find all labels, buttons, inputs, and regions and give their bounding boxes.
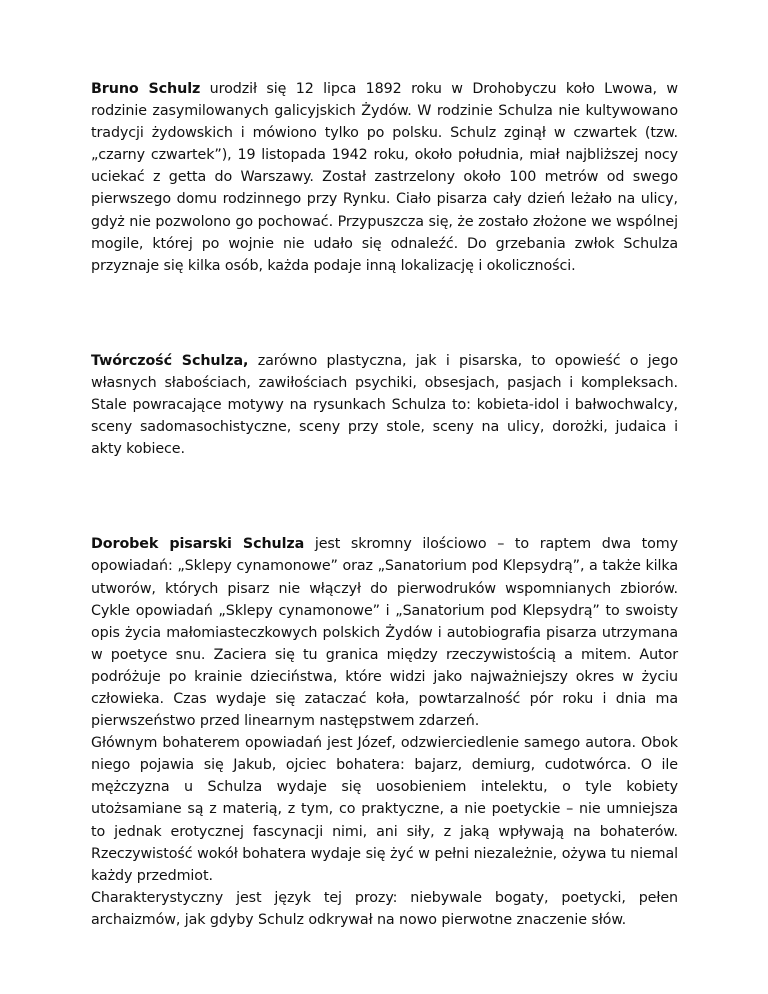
paragraph-lead-artwork: Twórczość Schulza,	[91, 352, 249, 369]
paragraph-lead-biography: Bruno Schulz	[91, 81, 201, 97]
document-page	[91, 78, 678, 931]
paragraph-literary-output	[91, 533, 678, 931]
paragraph-text-biography: urodził się 12 lipca 1892 roku w Drohobyczu koło Lwowa, w rodzinie zasymilowanych galicyjskich Żydów. W rodzinie Schulza nie kultywowano tradycji żydowskich i mówiono tylko po polsku. Schulz zginął w czwartek (tzw. „czarny czwartek”), 19 listopada 1942 roku, około południa, miał najbliższej nocy uciekać z getta do Warszawy. Został zastrzelony około 100 metrów od swego pierwszego domu rodzinnego przy Rynku. Ciało pisarza cały dzień leżało na ulicy, gdyż nie pozwolono go pochować. Przypuszcza się, że zostało złożone we wspólnej mogile, której po wojnie nie udało się odnaleźć. Do grzebania zwłok Schulza przyznaje się kilka osób, każda podaje inną lokalizację i okoliczności.	[91, 81, 678, 274]
paragraph-language: Charakterystyczny jest język tej prozy: niebywale bogaty, poetycki, pełen archaizmów, jak gdyby Schulz odkrywał na nowo pierwotne znaczenie słów.	[91, 889, 678, 928]
paragraph-text-literary: jest skromny ilościowo – to raptem dwa tomy opowiadań: „Sklepy cynamonowe” oraz „Sanatorium pod Klepsydrą”, a także kilka utworów, których pisarz nie włączył do pierwodruków wspomnianych zbiorów. Cykle opowiadań „Sklepy cynamonowe” i „Sanatorium pod Klepsydrą” to swoisty opis życia małomiasteczkowych polskich Żydów i autobiografia pisarza utrzymana w poetyce snu. Zaciera się tu granica między rzeczywistością a mitem. Autor podróżuje po krainie dzieciństwa, które widzi jako najważniejszy okres w życiu człowieka. Czas wydaje się zataczać koła, powtarzalność pór roku i dnia ma pierwszeństwo przed linearnym następstwem zdarzeń.	[91, 536, 678, 730]
paragraph-biography	[91, 78, 678, 277]
paragraph-lead-literary: Dorobek pisarski Schulza	[91, 536, 305, 553]
paragraph-artwork	[91, 350, 678, 460]
paragraph-literary-intro	[91, 533, 678, 732]
paragraph-main-hero: Głównym bohaterem opowiadań jest Józef, odzwierciedlenie samego autora. Obok niego pojawia się Jakub, ojciec bohatera: bajarz, demiurg, cudotwórca. O ile mężczyzna u Schulza wydaje się uosobieniem intelektu, o tyle kobiety utożsamiane są z materią, z tym, co praktyczne, a nie poetyckie – nie umniejsza to jednak erotycznej fascynacji nimi, ani siły, z jaką wpływają na bohaterów. Rzeczywistość wokół bohatera wydaje się żyć w pełni niezależnie, ożywa tu niemal każdy przedmiot.	[91, 735, 678, 884]
paragraph-text-artwork: zarówno plastyczna, jak i pisarska, to opowieść o jego własnych słabościach, zawiłościach psychiki, obsesjach, pasjach i kompleksach. Stale powracające motywy na rysunkach Schulza to: kobieta-idol i bałwochwalcy, sceny sadomasochistyczne, sceny przy stole, sceny na ulicy, dorożki, judaica i akty kobiece.	[91, 352, 678, 458]
